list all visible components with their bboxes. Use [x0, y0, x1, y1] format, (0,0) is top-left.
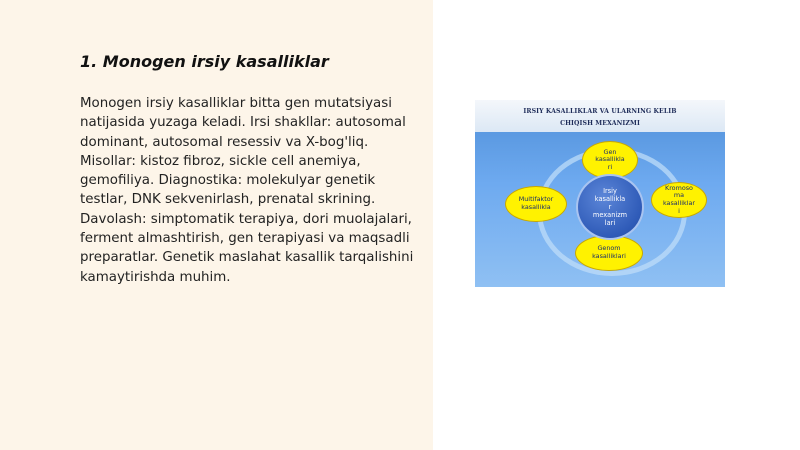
- node-chromosome-diseases: [651, 182, 707, 218]
- diagram-header: [475, 100, 725, 132]
- slide-heading: 1. Monogen irsiy kasalliklar: [80, 52, 329, 71]
- diagram-title-line-1: IRSIY KASALLIKLAR VA ULARNING KELIB: [523, 108, 677, 115]
- node-chromosome-label: Kromoso ma kasalliklar i: [662, 183, 696, 215]
- node-genome-diseases: [575, 235, 643, 271]
- node-center-label: Irsiy kasallikla r mexanizm lari: [592, 187, 628, 227]
- node-multifactor-label: Multifaktor kasallikla: [518, 195, 554, 211]
- node-center-mechanisms: [576, 174, 644, 240]
- node-gen-label: Gen kasallikla ri: [595, 147, 625, 171]
- node-genome-label: Genom kasalliklari: [592, 244, 626, 260]
- diagram-image: [475, 100, 725, 287]
- diagram-title-line-2: CHIQISH MEXANIZMI: [560, 120, 640, 127]
- slide-body-text: Monogen irsiy kasalliklar bitta gen mutatsiyasi natijasida yuzaga keladi. Irsi shakllar: autosomal dominant, autosomal resessiv va X-bog'liq. Misollar: kistoz fibroz, sickle cell anemiya, gemofiliya. Diagnostika: molekulyar genetik testlar, DNK sekvenirlash, prenatal skrining. Davolash: simptomatik terapiya, dori muolajalari, ferment almashtirish, gen terapiyasi va maqsadli preparatlar. Genetik maslahat kasallik tarqalishini kamaytirishda muhim.: [80, 96, 414, 285]
- node-multifactor-diseases: [505, 186, 567, 222]
